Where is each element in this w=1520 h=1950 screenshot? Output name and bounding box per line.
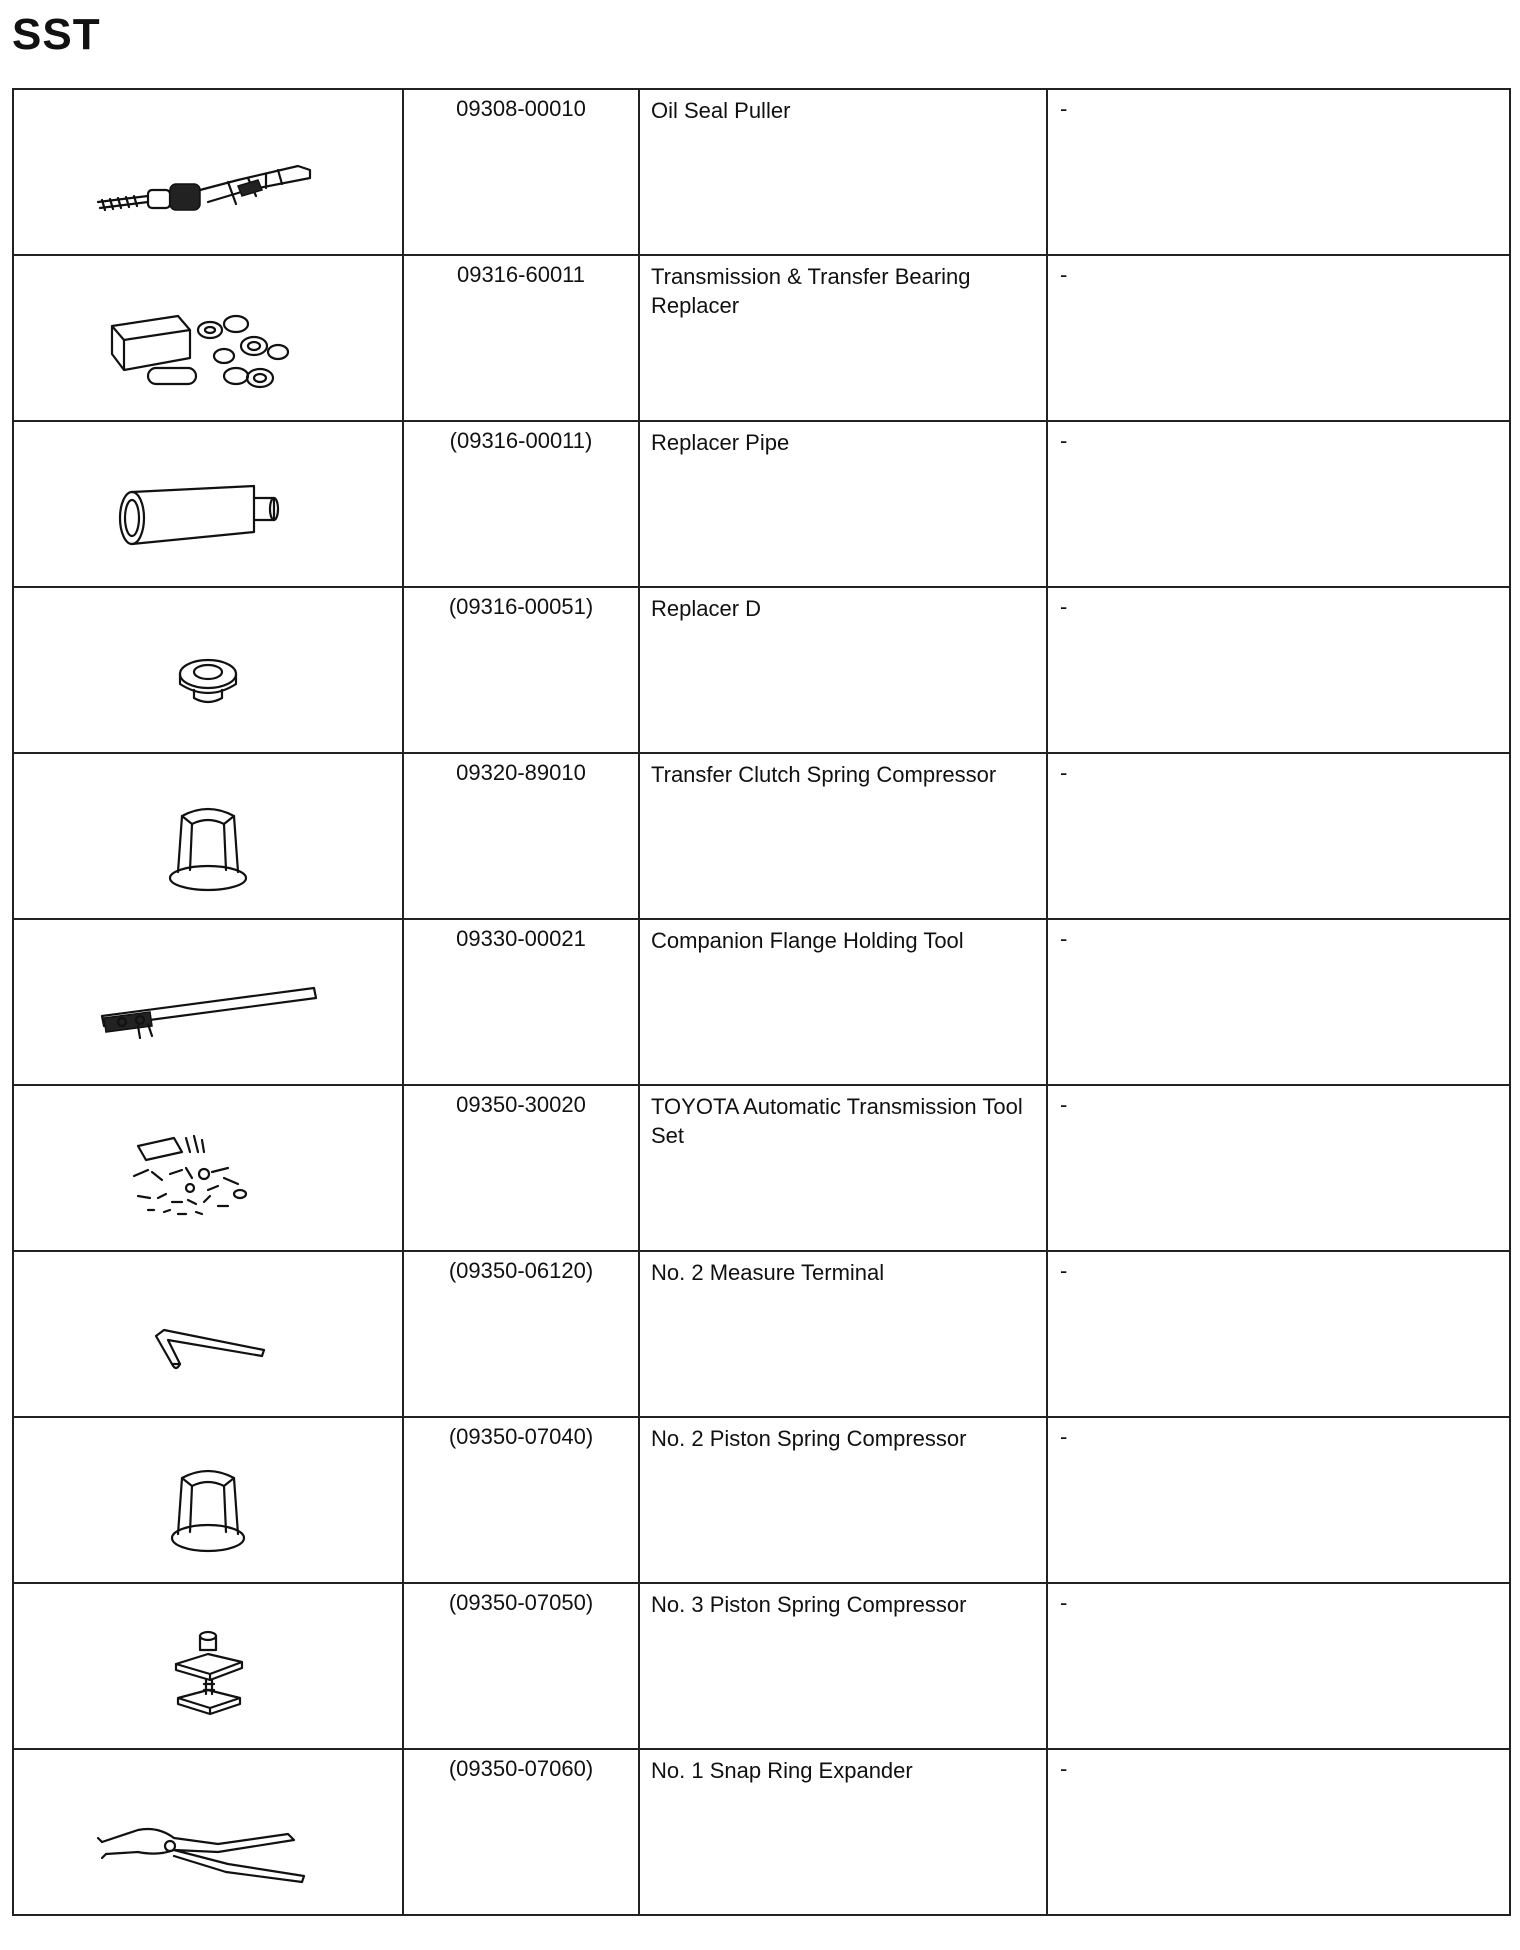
part-number: (09350-07040): [403, 1417, 639, 1583]
measure-terminal-icon: [78, 1292, 338, 1392]
tool-name: No. 2 Measure Terminal: [639, 1251, 1047, 1417]
table-row: [13, 1085, 1510, 1251]
tool-illustration-cell: [13, 1417, 403, 1583]
part-number: 09330-00021: [403, 919, 639, 1085]
tool-illustration-cell: [13, 1749, 403, 1915]
table-row: [13, 1583, 1510, 1749]
tool-name: No. 1 Snap Ring Expander: [639, 1749, 1047, 1915]
part-number: (09350-07060): [403, 1749, 639, 1915]
tool-illustration-cell: [13, 255, 403, 421]
tool-name: Replacer Pipe: [639, 421, 1047, 587]
tool-name: Transfer Clutch Spring Compressor: [639, 753, 1047, 919]
part-number: 09350-30020: [403, 1085, 639, 1251]
tool-name: Transmission & Transfer Bearing Replacer: [639, 255, 1047, 421]
tool-illustration-cell: [13, 1583, 403, 1749]
part-number: (09350-06120): [403, 1251, 639, 1417]
tool-name: No. 3 Piston Spring Compressor: [639, 1583, 1047, 1749]
flange-holding-tool-icon: [78, 960, 338, 1060]
tool-illustration-cell: [13, 919, 403, 1085]
part-number: (09350-07050): [403, 1583, 639, 1749]
tool-note: -: [1047, 919, 1510, 1085]
tool-illustration-cell: [13, 1085, 403, 1251]
tool-illustration-cell: [13, 587, 403, 753]
oil-seal-puller-icon: [78, 130, 338, 230]
table-row: [13, 753, 1510, 919]
part-number: 09316-60011: [403, 255, 639, 421]
tool-note: -: [1047, 753, 1510, 919]
tool-note: -: [1047, 587, 1510, 753]
replacer-d-icon: [78, 628, 338, 728]
tool-name: No. 2 Piston Spring Compressor: [639, 1417, 1047, 1583]
tool-note: -: [1047, 1085, 1510, 1251]
tool-note: -: [1047, 421, 1510, 587]
tool-illustration-cell: [13, 753, 403, 919]
tool-note: -: [1047, 1749, 1510, 1915]
tool-illustration-cell: [13, 421, 403, 587]
tool-note: -: [1047, 1251, 1510, 1417]
clutch-spring-compressor-icon: [78, 794, 338, 894]
piston-spring-compressor-icon: [78, 1458, 338, 1558]
table-row: [13, 1251, 1510, 1417]
table-row: [13, 1417, 1510, 1583]
bearing-replacer-set-icon: [78, 296, 338, 396]
page-title: SST: [12, 10, 101, 59]
tool-note: -: [1047, 255, 1510, 421]
table-row: [13, 587, 1510, 753]
snap-ring-expander-icon: [78, 1790, 338, 1890]
tool-note: -: [1047, 1417, 1510, 1583]
part-number: (09316-00011): [403, 421, 639, 587]
table-row: [13, 421, 1510, 587]
plate-compressor-icon: [78, 1624, 338, 1724]
tool-note: -: [1047, 89, 1510, 255]
table-row: [13, 919, 1510, 1085]
replacer-pipe-icon: [78, 462, 338, 562]
tool-set-icon: [78, 1126, 338, 1226]
table-row: [13, 255, 1510, 421]
sst-table: [12, 88, 1511, 1916]
table-row: [13, 89, 1510, 255]
tool-illustration-cell: [13, 1251, 403, 1417]
tool-illustration-cell: [13, 89, 403, 255]
part-number: (09316-00051): [403, 587, 639, 753]
tool-note: -: [1047, 1583, 1510, 1749]
tool-name: Companion Flange Holding Tool: [639, 919, 1047, 1085]
tool-name: TOYOTA Automatic Transmission Tool Set: [639, 1085, 1047, 1251]
table-row: [13, 1749, 1510, 1915]
part-number: 09320-89010: [403, 753, 639, 919]
part-number: 09308-00010: [403, 89, 639, 255]
tool-name: Oil Seal Puller: [639, 89, 1047, 255]
tool-name: Replacer D: [639, 587, 1047, 753]
